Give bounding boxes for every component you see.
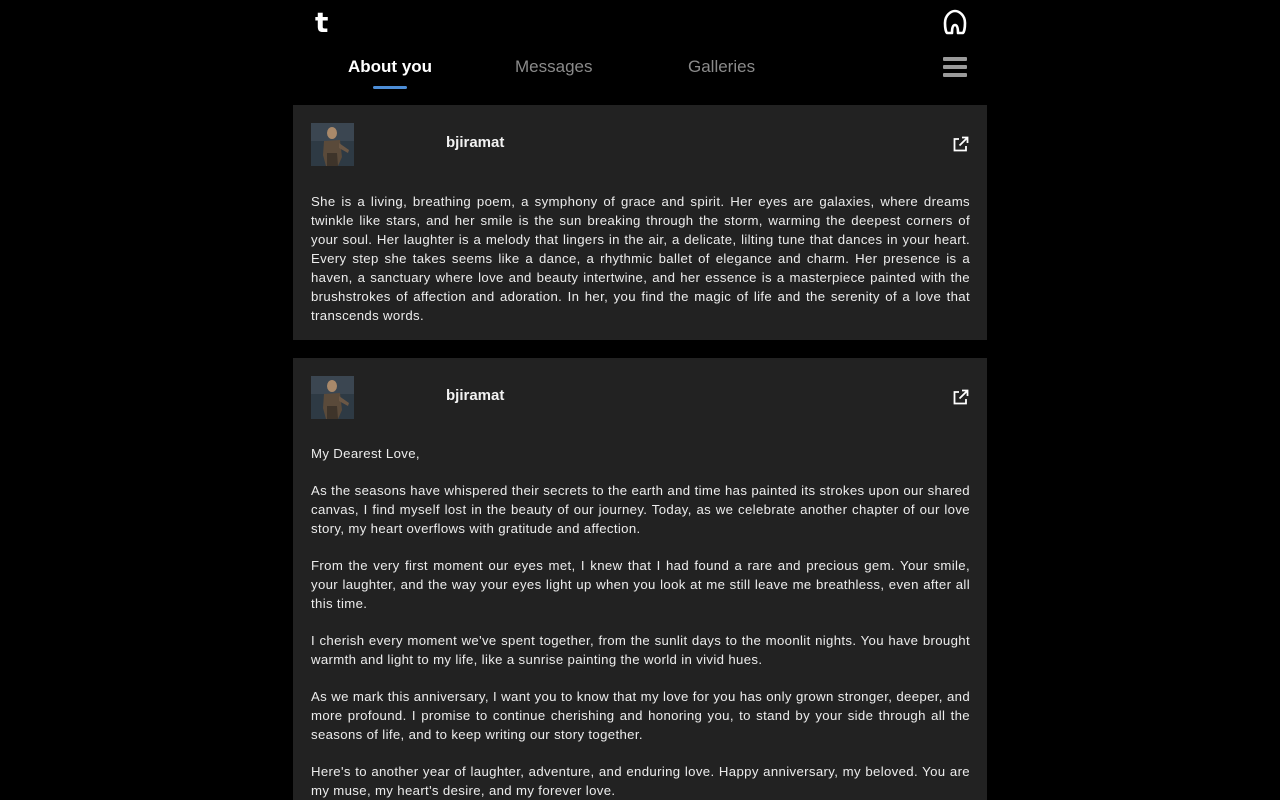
external-link-icon[interactable] xyxy=(952,136,969,153)
tab-messages[interactable]: Messages xyxy=(515,57,593,76)
active-tab-indicator xyxy=(373,86,407,89)
post-paragraph: My Dearest Love, xyxy=(311,446,420,461)
post-header xyxy=(293,358,987,436)
hamburger-menu-icon[interactable] xyxy=(943,57,967,79)
tumblr-logo[interactable]: t xyxy=(315,6,328,39)
post-card xyxy=(293,358,987,800)
home-icon[interactable] xyxy=(941,8,969,36)
username[interactable]: bjiramat xyxy=(446,387,505,404)
username[interactable]: bjiramat xyxy=(446,134,505,151)
top-navigation xyxy=(293,0,987,104)
post-paragraph: I cherish every moment we've spent together, from the sunlit days to the moonlit nights. You have brought warmth and light to my life, like a sunrise painting the world in vivid hues. xyxy=(311,633,970,667)
post-paragraph: As we mark this anniversary, I want you to know that my love for you has only grown stronger, deeper, and more profound. I promise to continue cherishing and honoring you, to stand by your side through all the seasons of life, and to keep writing our story together. xyxy=(311,689,970,742)
post-body xyxy=(293,183,987,325)
tab-bar xyxy=(293,52,893,92)
post-paragraph: As the seasons have whispered their secrets to the earth and time has painted its strokes upon our shared canvas, I find myself lost in the beauty of our journey. Today, as we celebrate another chapter of our love story, my heart overflows with gratitude and affection. xyxy=(311,483,970,536)
tab-about-you[interactable]: About you xyxy=(348,57,433,76)
external-link-icon[interactable] xyxy=(952,389,969,406)
post-body xyxy=(293,436,987,800)
post-paragraph: She is a living, breathing poem, a symphony of grace and spirit. Her eyes are galaxies, where dreams twinkle like stars, and her smile is the sun breaking through the storm, warming the deepest corners of your soul. Her laughter is a melody that lingers in the air, a delicate, lilting tune that dances in your heart. Every step she takes seems like a dance, a rhythmic ballet of elegance and charm. Her presence is a haven, a sanctuary where love and beauty intertwine, and her essence is a masterpiece painted with the brushstrokes of affection and adoration. In her, you find the magic of life and the serenity of a love that transcends words. xyxy=(311,194,970,323)
avatar[interactable] xyxy=(311,376,354,419)
post-paragraph: From the very first moment our eyes met, I knew that I had found a rare and precious gem. Your smile, your laughter, and the way your eyes light up when you look at me still leave me breathless, even after all this time. xyxy=(311,558,970,611)
tab-galleries[interactable]: Galleries xyxy=(688,57,756,76)
avatar[interactable] xyxy=(311,123,354,166)
post-paragraph: Here's to another year of laughter, adventure, and enduring love. Happy anniversary, my beloved. You are my muse, my heart's desire, and my forever love. xyxy=(311,764,970,798)
post-card xyxy=(293,105,987,340)
post-header xyxy=(293,105,987,183)
